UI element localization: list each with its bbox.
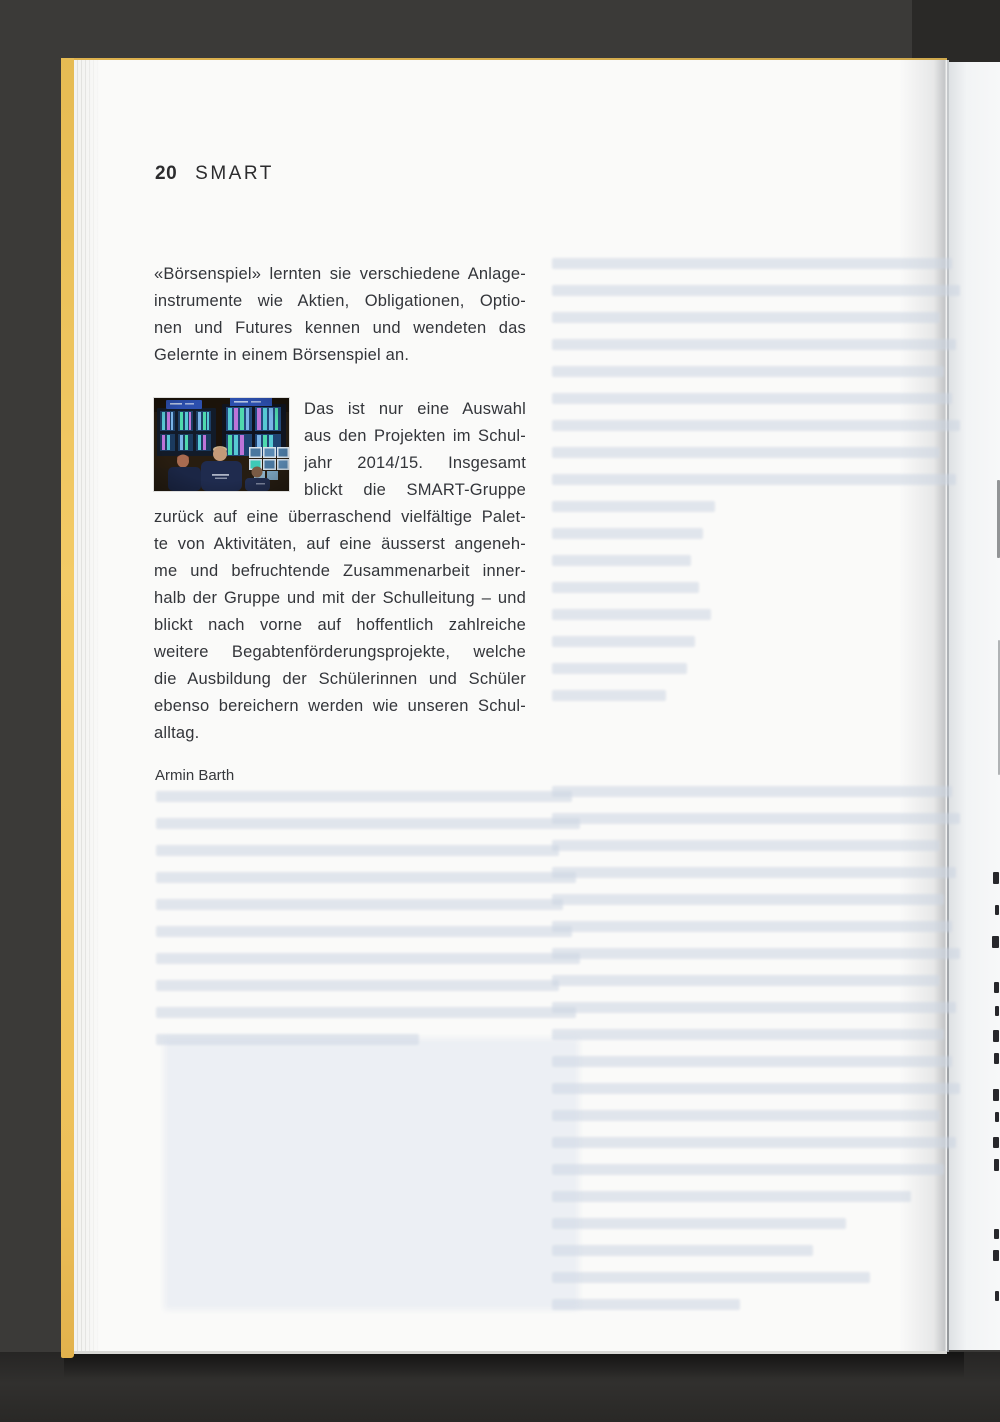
trading-floor-photo (154, 398, 289, 491)
facing-page-letter-fragment (995, 1112, 999, 1122)
text-line: jahr 2014/15. Insgesamt (304, 454, 526, 472)
author-name: Armin Barth (155, 767, 235, 784)
text-line: Das ist nur eine Auswahl (304, 400, 526, 418)
facing-page-letter-fragment (992, 936, 999, 948)
background-dark-corner (912, 0, 1000, 63)
page-stack-edges (74, 60, 102, 1352)
text-line: zurück auf eine überraschend vielfältige Palet- (154, 508, 526, 526)
facing-page-letter-fragment (993, 1089, 999, 1101)
text-line: instrumente wie Aktien, Obligationen, Optio- (154, 292, 526, 310)
text-line: nen und Futures kennen und wendeten das (154, 319, 526, 337)
book-cover-yellow-edge (61, 58, 74, 1358)
page-bottom-shadow (64, 1352, 964, 1378)
text-line: aus den Projekten im Schul- (304, 427, 526, 445)
facing-page-letter-fragment (995, 1006, 999, 1016)
book-page (74, 60, 947, 1352)
page-number: 20 (155, 163, 178, 184)
text-line: die Ausbildung der Schülerinnen und Schüler (154, 670, 526, 688)
facing-page-letter-fragment (994, 982, 999, 993)
bleedthrough-text-right-top (552, 258, 960, 717)
bleedthrough-text-right-bottom (552, 786, 960, 1326)
text-line: me und befruchtende Zusammenarbeit inner- (154, 562, 526, 580)
facing-page-letter-fragment (994, 1053, 999, 1064)
text-line: ebenso bereichern werden wie unseren Schul- (154, 697, 526, 715)
facing-page-letter-fragment (994, 1159, 999, 1171)
facing-page-letter-fragment (993, 1137, 999, 1148)
text-line: blickt die SMART-Gruppe (304, 481, 526, 499)
text-line: blickt nach vorne auf hoffentlich zahlreiche (154, 616, 526, 634)
page-title: SMART (195, 163, 274, 184)
facing-page-letter-fragment (994, 1229, 999, 1239)
facing-page-letter-fragment (995, 1291, 999, 1301)
bleedthrough-text-left (156, 791, 580, 1061)
facing-page-letter-fragment (993, 1030, 999, 1042)
paragraph-auswahl (154, 396, 526, 747)
bleedthrough-photo-block (164, 1038, 579, 1310)
text-line: te von Aktivitäten, auf eine äusserst angeneh- (154, 535, 526, 553)
facing-page-letter-fragment (993, 872, 999, 884)
text-line: «Börsenspiel» lernten sie verschiedene Anlage- (154, 265, 526, 283)
text-line: weitere Begabtenförderungsprojekte, welche (154, 643, 526, 661)
text-line: halb der Gruppe und mit der Schulleitung – und (154, 589, 526, 607)
text-line: Gelernte in einem Börsenspiel an. (154, 346, 410, 364)
paragraph-boersenspiel (154, 261, 526, 369)
facing-page-letter-fragment (993, 1250, 999, 1261)
trading-floor-photo-graphic (154, 398, 289, 491)
facing-page-letter-fragment (995, 905, 999, 915)
text-line: alltag. (154, 724, 200, 742)
